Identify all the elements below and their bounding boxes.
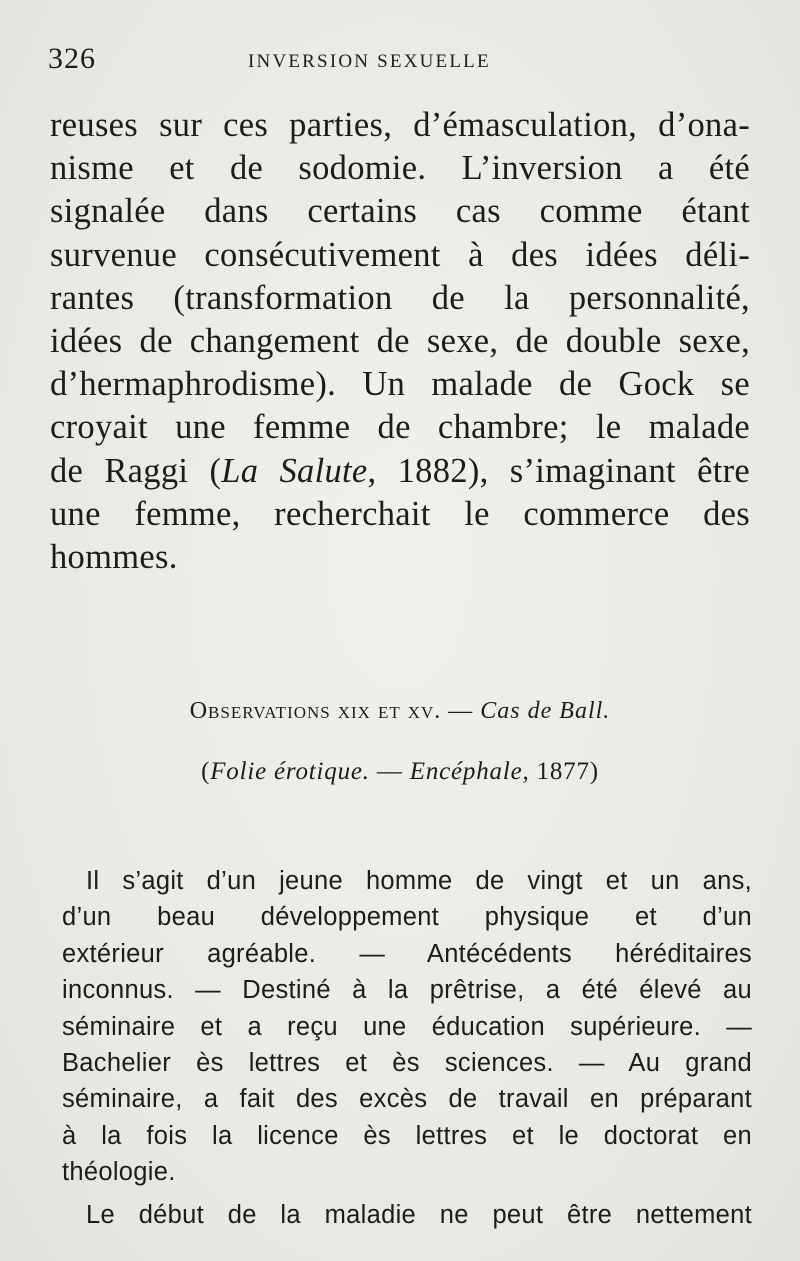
page-number: 326 [48,42,96,75]
text-line: croyait une femme de chambre; le malade [50,408,750,447]
case-title: Cas de Ball. [480,698,611,724]
text-line: rantes (transformation de la personnalité, [50,278,750,317]
observation-source [0,758,800,786]
text-line: Le début de la maladie ne peut être nettement [86,1200,752,1229]
source-year: 1877) [529,758,599,785]
text-line: reuses sur ces parties, d’émasculation, d’ona- [50,106,750,144]
text-line: d’un beau développement physique et d’un [62,903,752,932]
case-report [62,863,752,1233]
text-line: une femme, recherchait le commerce des [50,494,750,533]
text-line: signalée dans certains cas comme étant [50,192,750,231]
paragraph-continuation [50,104,750,579]
text-line: extérieur agréable. — Antécédents héréditaires [62,939,752,968]
text-line: théologie. [62,1158,176,1187]
text-line: séminaire, a fait des excès de travail en préparant [62,1085,752,1114]
running-title: INVERSION SEXUELLE [248,51,491,72]
text-line: nisme et de sodomie. L’inversion a été [50,149,750,188]
source-dash: — [369,758,410,785]
text-line: à la fois la licence ès lettres et le doctorat en [62,1121,752,1150]
observation-label: Observations xix et xv. [189,698,442,724]
source-open-paren: ( [201,758,211,785]
text-line: d’hermaphrodisme). Un malade de Gock se [50,365,750,404]
diagnosis-label: Folie érotique. [210,758,370,785]
observation-heading [0,698,800,725]
text-line: inconnus. — Destiné à la prêtrise, a été élevé au [62,976,752,1005]
text-line: survenue consécutivement à des idées déli- [50,235,750,274]
periodical-title: La Salute [221,451,368,490]
heading-dash: — [441,698,481,724]
text-segment: , 1882), s’imaginant être [367,451,750,490]
journal-name: Encéphale, [409,758,530,785]
text-segment: de Raggi ( [50,451,222,490]
text-line: idées de changement de sexe, de double sexe, [50,321,750,360]
text-line: Il s’agit d’un jeune homme de vingt et un ans, [86,867,752,895]
text-line: hommes. [50,537,178,576]
running-head [48,42,748,82]
text-line: Bachelier ès lettres et ès sciences. — Au grand [62,1048,752,1077]
text-line [50,450,750,493]
text-line: séminaire et a reçu une éducation supérieure. — [62,1012,752,1041]
